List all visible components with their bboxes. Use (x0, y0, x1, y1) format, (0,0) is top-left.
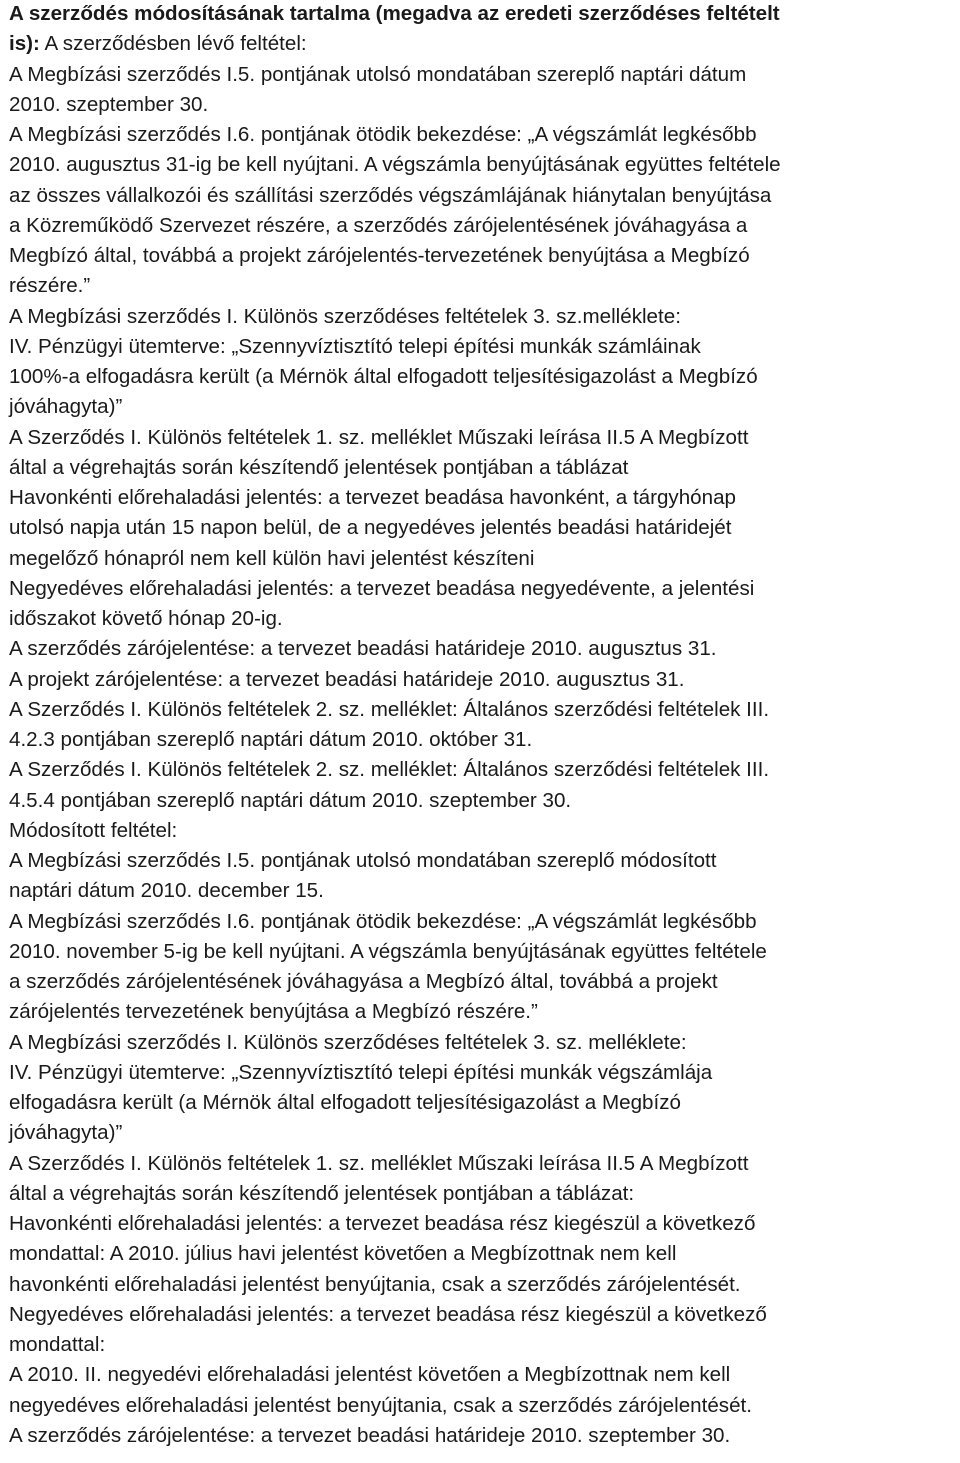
text-line: A szerződés zárójelentése: a tervezet beadási határideje 2010. szeptember 30. (9, 1423, 731, 1447)
text-line: A Megbízási szerződés I.5. pontjának utolsó mondatában szereplő naptári dátum (9, 62, 747, 86)
document-lines (9, 60, 957, 1452)
text-line: időszakot követő hónap 20-ig. (9, 607, 283, 630)
text-line: 2010. augusztus 31-ig be kell nyújtani. A végszámla benyújtásának együttes feltétele (9, 153, 781, 177)
text-line: az összes vállalkozói és szállítási szerződés végszámlájának hiánytalan benyújtása (9, 183, 772, 207)
text-line: Havonkénti előrehaladási jelentés: a tervezet beadása rész kiegészül a következő (9, 1212, 756, 1235)
text-line: A projekt zárójelentése: a tervezet beadási határideje 2010. augusztus 31. (9, 667, 685, 691)
text-line: utolsó napja után 15 napon belül, de a negyedéves jelentés beadási határidejét (9, 516, 732, 540)
text-line: A Szerződés I. Különös feltételek 1. sz. melléklet Műszaki leírása II.5 A Megbízott (9, 425, 749, 449)
text-line: A Szerződés I. Különös feltételek 2. sz. melléklet: Általános szerződési feltételek III. (9, 758, 770, 782)
text-line: 2010. november 5-ig be kell nyújtani. A végszámla benyújtásának együttes feltétele (9, 939, 767, 963)
text-line: zárójelentés tervezetének benyújtása a Megbízó részére.” (9, 1000, 538, 1024)
document-body (9, 0, 957, 1451)
text-line: 2010. szeptember 30. (9, 92, 209, 116)
text-line: A Megbízási szerződés I. Különös szerződéses feltételek 3. sz. melléklete: (9, 1030, 687, 1054)
text-line: által a végrehajtás során készítendő jelentések pontjában a táblázat (9, 455, 629, 479)
text-line: A Szerződés I. Különös feltételek 1. sz. melléklet Műszaki leírása II.5 A Megbízott (9, 1151, 749, 1175)
text-line: Havonkénti előrehaladási jelentés: a tervezet beadása havonként, a tárgyhónap (9, 486, 736, 509)
text-line: A Szerződés I. Különös feltételek 2. sz. melléklet: Általános szerződési feltételek III. (9, 697, 770, 721)
text-line: Negyedéves előrehaladási jelentés: a tervezet beadása negyedévente, a jelentési (9, 576, 755, 600)
text-line: Negyedéves előrehaladási jelentés: a tervezet beadása rész kiegészül a következő (9, 1302, 767, 1326)
text-line: mondattal: (9, 1333, 106, 1356)
text-line: mondattal: A 2010. július havi jelentést követően a Megbízottnak nem kell (9, 1242, 677, 1266)
text-line: megelőző hónapról nem kell külön havi jelentést készíteni (9, 546, 535, 570)
heading-line-2-bold: is): (9, 32, 40, 56)
text-line: A Megbízási szerződés I.6. pontjának ötödik bekezdése: „A végszámlát legkésőbb (9, 123, 757, 146)
text-line: a Közreműködő Szervezet részére, a szerződés zárójelentésének jóváhagyása a (9, 213, 748, 237)
text-line: jóváhagyta)” (9, 395, 123, 419)
text-line: A Megbízási szerződés I. Különös szerződéses feltételek 3. sz.melléklete: (9, 304, 681, 328)
text-line: Módosított feltétel: (9, 818, 178, 842)
text-line: részére.” (9, 274, 91, 298)
text-line: A Megbízási szerződés I.5. pontjának utolsó mondatában szereplő módosított (9, 849, 717, 872)
text-line: a szerződés zárójelentésének jóváhagyása a Megbízó által, továbbá a projekt (9, 970, 718, 993)
text-line: A Megbízási szerződés I.6. pontjának ötödik bekezdése: „A végszámlát legkésőbb (9, 909, 757, 933)
text-line: IV. Pénzügyi ütemterve: „Szennyvíztisztító telepi építési munkák számláinak (9, 334, 701, 358)
text-line: 4.2.3 pontjában szereplő naptári dátum 2010. október 31. (9, 728, 533, 751)
heading-line-2 (9, 29, 957, 59)
text-line: által a végrehajtás során készítendő jelentések pontjában a táblázat: (9, 1181, 635, 1205)
text-line: naptári dátum 2010. december 15. (9, 879, 324, 903)
text-line: negyedéves előrehaladási jelentést benyújtania, csak a szerződés zárójelentését. (9, 1393, 752, 1417)
text-line: 100%-a elfogadásra került (a Mérnök által elfogadott teljesítésigazolást a Megbízó (9, 365, 758, 388)
text-line: A 2010. II. negyedévi előrehaladási jelentést követően a Megbízottnak nem kell (9, 1363, 731, 1387)
text-line: A szerződés zárójelentése: a tervezet beadási határideje 2010. augusztus 31. (9, 637, 717, 661)
text-line: havonkénti előrehaladási jelentést benyújtania, csak a szerződés zárójelentését. (9, 1272, 741, 1296)
text-line: IV. Pénzügyi ütemterve: „Szennyvíztisztító telepi építési munkák végszámlája (9, 1060, 713, 1084)
heading-line-2-tail: A szerződésben lévő feltétel: (39, 32, 307, 56)
text-line: Megbízó által, továbbá a projekt zárójelentés-tervezetének benyújtása a Megbízó (9, 244, 750, 267)
text-line: jóváhagyta)” (9, 1121, 123, 1145)
heading-line-1: A szerződés módosításának tartalma (megadva az eredeti szerződéses feltételt (9, 2, 780, 25)
text-line: 4.5.4 pontjában szereplő naptári dátum 2010. szeptember 30. (9, 788, 572, 812)
text-line: elfogadásra került (a Mérnök által elfogadott teljesítésigazolást a Megbízó (9, 1091, 681, 1114)
